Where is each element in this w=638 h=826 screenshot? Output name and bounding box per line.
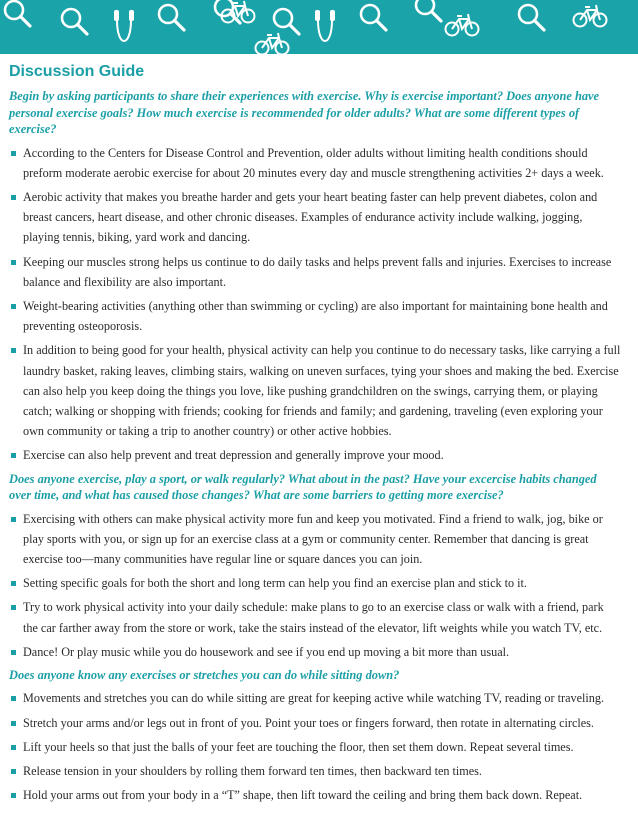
- list-item: According to the Centers for Disease Control and Prevention, older adults without limiting health conditions should preform moderate aerobic exercise for about 20 minutes every day and muscle strengthening activities 2+ days a week.: [9, 143, 621, 183]
- bullet-list: [9, 509, 621, 662]
- search-icon: [274, 9, 299, 34]
- list-item: Keeping our muscles strong helps us continue to do daily tasks and helps prevent falls and injuries. Exercises to increase balance and flexibility are also important.: [9, 252, 621, 292]
- section-exercise-habits: [9, 471, 621, 662]
- jump-rope-icon: [114, 10, 134, 41]
- list-item: In addition to being good for your health, physical activity can help you continue to do necessary tasks, like carrying a full laundry basket, raking leaves, climbing stairs, walking on uneven surfaces, tying your shoes and making the bed. Exercise can also help you keep doing the things you love, like pushing grandchildren on the swings, carrying them, or playing catch; walking or shopping with friends; cooking for friends and family; and gardening, traveling (even exploring your own community or taking a trip to another country) or other active hobbies.: [9, 340, 621, 441]
- bicycle-icon: [574, 5, 607, 27]
- header-banner: [0, 0, 638, 54]
- search-icon: [5, 1, 30, 26]
- list-item: Try to work physical activity into your daily schedule: make plans to go to an exercise class or walk with a friend, park the car farther away from the store or work, take the stairs instead of the elevator, lift weights while you watch TV, etc.: [9, 597, 621, 637]
- list-item: Dance! Or play music while you do housework and see if you end up moving a bit more than usual.: [9, 642, 621, 662]
- list-item: Weight-bearing activities (anything other than swimming or cycling) are also important for maintaining bone health and preventing osteoporosis.: [9, 296, 621, 336]
- discussion-guide: [9, 62, 621, 810]
- section-exercise-importance: [9, 88, 621, 466]
- jump-rope-icon: [315, 10, 335, 41]
- search-icon: [416, 0, 441, 21]
- search-icon: [159, 5, 184, 30]
- search-icon: [519, 5, 544, 30]
- list-item: Release tension in your shoulders by rolling them forward ten times, then backward ten times.: [9, 761, 621, 781]
- list-item: Lift your heels so that just the balls of your feet are touching the floor, then set them down. Repeat several times.: [9, 737, 621, 757]
- list-item: Exercise can also help prevent and treat depression and generally improve your mood.: [9, 445, 621, 465]
- section-seated-exercises: [9, 667, 621, 806]
- page-title: Discussion Guide: [9, 63, 145, 80]
- list-item: Setting specific goals for both the short and long term can help you find an exercise plan and stick to it.: [9, 573, 621, 593]
- bullet-list: [9, 688, 621, 805]
- discussion-question: Does anyone know any exercises or stretches you can do while sitting down?: [9, 667, 400, 682]
- discussion-question: Begin by asking participants to share their experiences with exercise. Why is exercise important? Does anyone have personal exercise goals? How much exercise is recommended for older adults? What are some different types of exercise?: [9, 89, 600, 136]
- list-item: Aerobic activity that makes you breathe harder and gets your heart beating faster can help prevent diabetes, colon and breast cancers, heart disease, and other chronic diseases. Examples of endurance activity include walking, jogging, playing tennis, biking, yard work and dancing.: [9, 187, 621, 248]
- list-item: Movements and stretches you can do while sitting are great for keeping active while watching TV, reading or traveling.: [9, 688, 621, 708]
- bicycle-icon: [256, 33, 289, 54]
- banner-pattern: [0, 0, 638, 54]
- bullet-list: [9, 143, 621, 466]
- discussion-question: Does anyone exercise, play a sport, or walk regularly? What about in the past? Have your excercise habits changed over time, and what has caused those changes? What are some barriers to getting more exercise?: [9, 471, 597, 503]
- search-icon: [361, 5, 386, 30]
- search-icon: [62, 9, 87, 34]
- list-item: Hold your arms out from your body in a “T” shape, then lift toward the ceiling and bring them back down. Repeat.: [9, 785, 621, 805]
- bicycle-icon: [446, 14, 479, 36]
- list-item: Stretch your arms and/or legs out in front of you. Point your toes or fingers forward, then rotate in alternating circles.: [9, 713, 621, 733]
- list-item: Exercising with others can make physical activity more fun and keep you motivated. Find a friend to walk, jog, bike or play sports with you, or sign up for an exercise class at a gym or community center. Remember that dancing is great exercise too—many communities have regular line or square dances you can join.: [9, 509, 621, 570]
